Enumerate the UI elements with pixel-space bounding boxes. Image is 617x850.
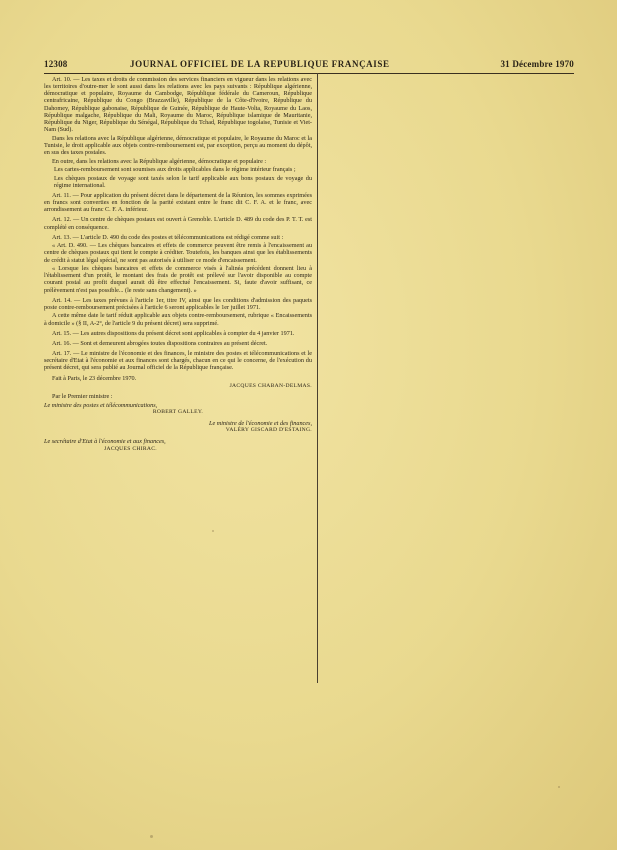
header-rule bbox=[44, 73, 574, 74]
article-15: Art. 15. — Les autres dispositions du présent décret sont applicables à compter du 4 janvier 1971. bbox=[52, 329, 295, 337]
article-10-item-2: Les chèques postaux de voyage sont taxés selon le tarif applicable aux bons postaux de voyage du régime international. bbox=[54, 174, 312, 189]
article-13: Art. 13. — L'article D. 490 du code des postes et télécommunications est rédigé comme suit : bbox=[52, 233, 284, 241]
article-13-quote-1: « Art. D. 490. — Les chèques bancaires et effets de commerce peuvent être remis à l'encaissement au centre de chèques postaux qui tient le compte à créditer. Toutefois, les banques ainsi que les établissements de crédit à statut légal spécial, ne sont pas autorisés à utiliser ce mode d'encaissement. bbox=[44, 242, 312, 264]
issue-date: 31 Décembre 1970 bbox=[500, 59, 574, 69]
signature-giscard: VALÉRY GISCARD D'ESTAING. bbox=[225, 427, 312, 434]
article-13-quote-2: « Lorsque les chèques bancaires et effets de commerce visés à l'alinéa précédent donnent lieu à l'établissement d'un protêt, le montant des frais de protêt est prélevé sur l'avoir disponible au compte courant postal au profit duquel aurait dû être effectué l'encaissement. Si, faute d'avoir suffisant, ce prélèvement n'est pas possible... (le reste sans changement). » bbox=[44, 265, 312, 294]
signature-galley: ROBERT GALLEY. bbox=[152, 408, 204, 415]
article-14-para-2: A cette même date le tarif réduit applicable aux objets contre-remboursement, rubrique « Encaissements à domicile » (§ II, A-2°, de l'article 9 du présent décret) sera supprimé. bbox=[44, 312, 312, 327]
scan-speck bbox=[558, 786, 560, 788]
page-header bbox=[44, 59, 574, 73]
fait-a-paris: Fait à Paris, le 23 décembre 1970. bbox=[52, 374, 137, 382]
article-11: Art. 11. — Pour application du présent décret dans le département de la Réunion, les sommes exprimées en francs sont converties en fonction de la parité existant entre le franc dit C. F. A. et le franc, avec arrondissement au franc C. F. A. inférieur. bbox=[44, 191, 312, 214]
article-12: Art. 12. — Un centre de chèques postaux est ouvert à Grenoble. L'article D. 489 du code des P. T. T. est complété en conséquence. bbox=[44, 216, 312, 231]
signature-block bbox=[44, 375, 312, 453]
scan-speck bbox=[212, 530, 214, 532]
minister-economie-title: Le ministre de l'économie et des finances, bbox=[209, 420, 312, 428]
signature-prime-minister: JACQUES CHABAN-DELMAS. bbox=[229, 383, 312, 390]
minister-postes-title: Le ministre des postes et télécommunications, bbox=[44, 401, 158, 409]
journal-title: JOURNAL OFFICIEL DE LA REPUBLIQUE FRANÇAISE bbox=[130, 59, 390, 69]
left-column bbox=[44, 76, 312, 453]
article-10: Art. 10. — Les taxes et droits de commission des services financiers en vigueur dans les relations avec les territoires d'outre-mer le sont aussi dans les relations avec les pays suivants : République algérienne, démocratique et populaire, Royaume du Cambodge, République fédérale du Cameroun, République centrafricaine, République du Congo (Brazzaville), République de la Côte-d'Ivoire, République du Dahomey, République gabonaise, République de Guinée, République de Haute-Volta, Royaume du Laos, République malgache, République du Mali, Royaume du Maroc, République islamique de Mauritanie, République du Niger, République du Sénégal, République du Tchad, République togolaise, Tunisie et Viet-Nam (Sud). bbox=[44, 76, 312, 134]
article-16: Art. 16. — Sont et demeurent abrogées toutes dispositions contraires au présent décret. bbox=[52, 339, 268, 347]
article-14: Art. 14. — Les taxes prévues à l'article 1er, titre IV, ainsi que les conditions d'admission des paquets poste contre-remboursement précisées à l'article 6 seront applicables le 1er juillet 1971. bbox=[44, 296, 312, 311]
article-10-para-2: Dans les relations avec la République algérienne, démocratique et populaire, le Royaume du Maroc et la Tunisie, le droit applicable aux objets contre-remboursement est, par exception, perçu au moment du dépôt, en sus des taxes postales. bbox=[44, 134, 312, 156]
article-17: Art. 17. — Le ministre de l'économie et des finances, le ministre des postes et télécommunications et le secrétaire d'Etat à l'économie et aux finances sont chargés, chacun en ce qui le concerne, de l'exécution du présent décret, qui sera publié au Journal officiel de la République française. bbox=[44, 350, 312, 372]
scan-speck bbox=[150, 835, 153, 838]
page-number: 12308 bbox=[44, 59, 68, 69]
signature-chirac: JACQUES CHIRAC. bbox=[104, 445, 157, 452]
secretaire-etat-title: Le secrétaire d'Etat à l'économie et aux finances, bbox=[44, 438, 166, 446]
column-rule bbox=[317, 73, 318, 683]
article-10-item-1: Les cartes-remboursement sont soumises aux droits applicables dans le régime intérieur français ; bbox=[54, 166, 296, 174]
article-10-para-3: En outre, dans les relations avec la République algérienne, démocratique et populaire : bbox=[52, 157, 267, 165]
par-le-premier-ministre: Par le Premier ministre : bbox=[52, 393, 113, 401]
